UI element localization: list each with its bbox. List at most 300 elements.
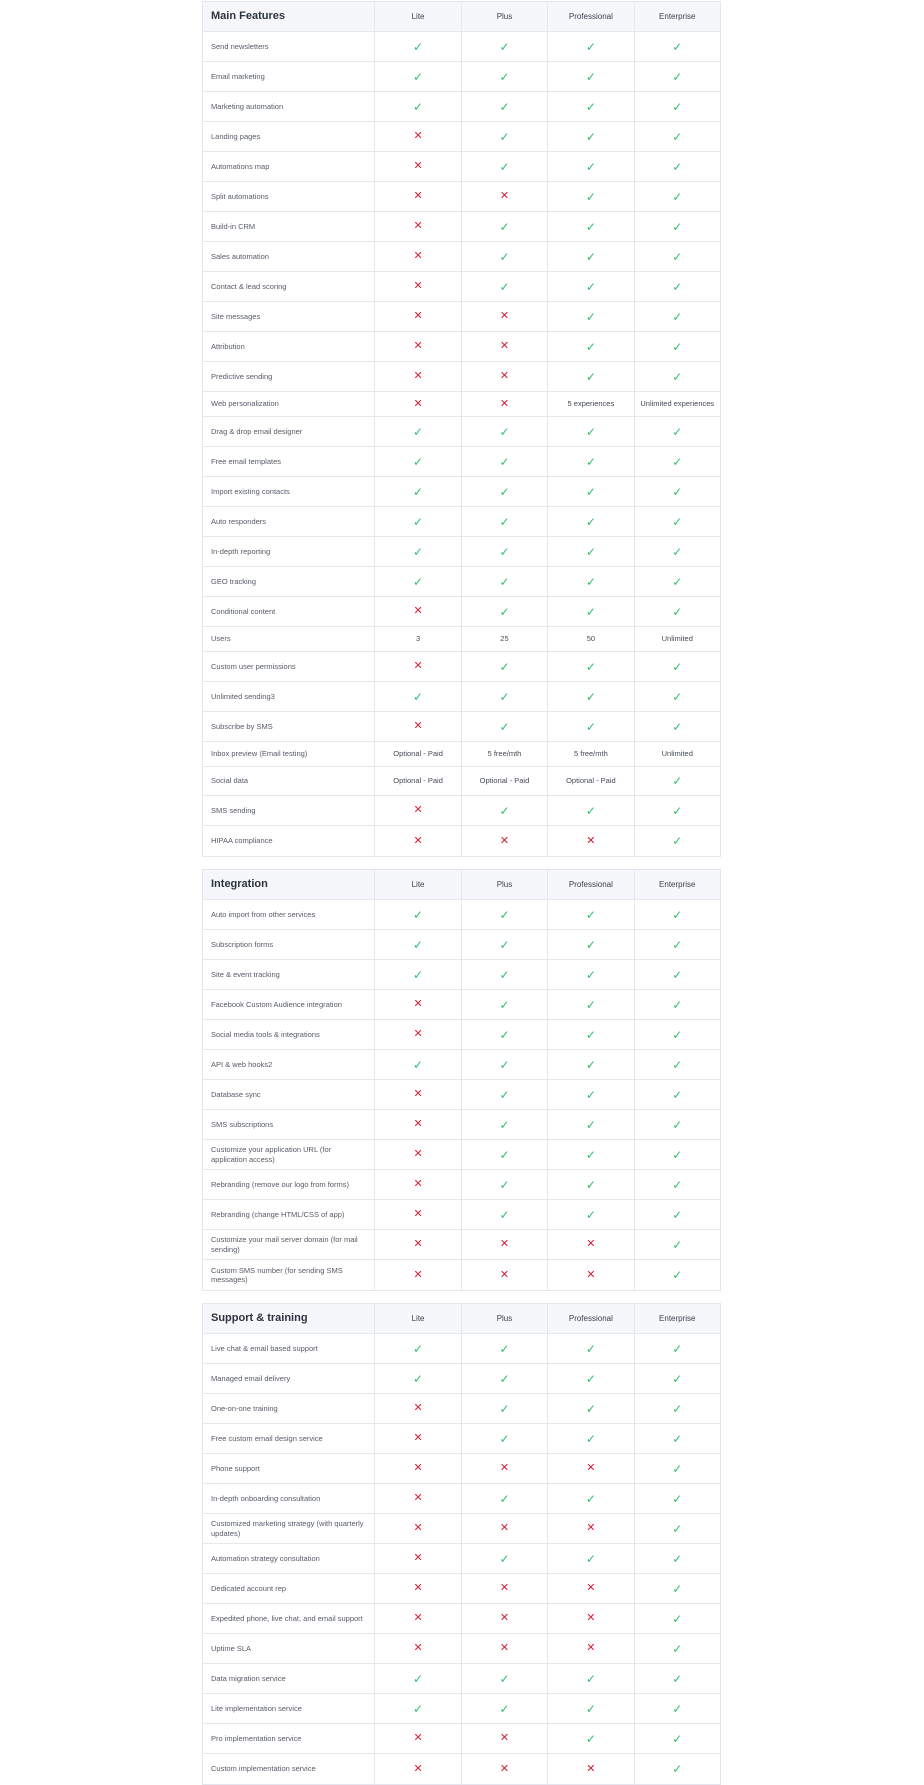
- plan-value-cell: [374, 302, 460, 331]
- check-icon: ✓: [672, 1147, 683, 1162]
- check-icon: ✓: [585, 1401, 596, 1416]
- check-icon: ✓: [585, 514, 596, 529]
- cross-icon: ✕: [413, 1148, 423, 1160]
- plan-value-cell: [634, 507, 720, 536]
- check-icon: ✓: [499, 689, 510, 704]
- feature-name: Web personalization: [211, 399, 279, 409]
- check-icon: ✓: [585, 1341, 596, 1356]
- cross-icon: ✕: [586, 1762, 596, 1775]
- plan-value-cell: [634, 32, 720, 61]
- cross-icon: ✕: [413, 834, 423, 847]
- table-row: [203, 1364, 720, 1394]
- check-icon: ✓: [672, 1431, 683, 1446]
- plan-value-cell: [461, 1724, 547, 1753]
- cross-icon: ✕: [413, 720, 423, 732]
- table-row: [203, 537, 720, 567]
- plan-value-cell: [374, 1200, 460, 1229]
- plan-value-cell: [374, 392, 460, 416]
- check-icon: ✓: [499, 514, 510, 529]
- plan-value-cell: [547, 92, 633, 121]
- plan-value-cell: [547, 32, 633, 61]
- feature-name: Custom SMS number (for sending SMS messages): [211, 1265, 343, 1284]
- check-icon: ✓: [499, 484, 510, 499]
- cross-icon: ✕: [586, 1462, 596, 1474]
- plan-value-cell: [547, 960, 633, 989]
- check-icon: ✓: [672, 544, 683, 559]
- plan-value-cell: [461, 507, 547, 536]
- check-icon: ✓: [585, 69, 596, 84]
- cross-icon: ✕: [499, 1762, 510, 1775]
- cross-icon: ✕: [413, 1552, 423, 1564]
- check-icon: ✓: [672, 1177, 683, 1192]
- feature-name: Drag & drop email designer: [211, 426, 303, 436]
- plan-value-cell: [374, 272, 460, 301]
- plan-value-cell: [461, 990, 547, 1019]
- check-icon: ✓: [672, 1401, 683, 1416]
- plan-value-cell: [547, 1454, 633, 1483]
- plan-value-cell: [547, 990, 633, 1019]
- plan-value-cell: [374, 447, 460, 476]
- table-row: [203, 242, 720, 272]
- plan-value-cell: [461, 1364, 547, 1393]
- cross-icon: ✕: [413, 1088, 423, 1100]
- check-icon: ✓: [672, 1237, 683, 1252]
- check-icon: ✓: [499, 69, 510, 84]
- table-row: [203, 1230, 720, 1260]
- plan-value-cell: [374, 1664, 460, 1693]
- check-icon: ✓: [672, 424, 683, 439]
- feature-name: Import existing contacts: [211, 486, 290, 496]
- check-icon: ✓: [585, 907, 596, 922]
- plan-value-cell: [461, 1110, 547, 1139]
- cross-icon: ✕: [413, 130, 423, 142]
- plan-value-cell: [461, 1260, 547, 1290]
- table-row: [203, 1200, 720, 1230]
- check-icon: ✓: [585, 604, 596, 619]
- table-row: [203, 597, 720, 627]
- check-icon: ✓: [585, 574, 596, 589]
- plan-value-cell: [634, 1394, 720, 1423]
- plan-value-cell: [634, 1574, 720, 1603]
- table-row: [203, 302, 720, 332]
- plan-value-cell: [634, 152, 720, 181]
- check-icon: ✓: [499, 1671, 510, 1686]
- plan-value-cell: [634, 212, 720, 241]
- plan-value-cell: [634, 1514, 720, 1543]
- plan-header-enterprise: Enterprise: [634, 870, 720, 899]
- cross-icon: ✕: [413, 1268, 423, 1281]
- plan-value-cell: [374, 1394, 460, 1423]
- plan-value-cell: [547, 302, 633, 331]
- check-icon: ✓: [585, 39, 596, 54]
- plan-value-cell: [634, 990, 720, 1019]
- cross-icon: ✕: [499, 834, 510, 847]
- plan-value-cell: [547, 1634, 633, 1663]
- feature-name: Build-in CRM: [211, 221, 256, 231]
- check-icon: ✓: [585, 369, 596, 384]
- check-icon: ✓: [672, 484, 683, 499]
- check-icon: ✓: [672, 937, 683, 952]
- plan-value-cell: [374, 1694, 460, 1723]
- cross-icon: ✕: [413, 340, 423, 352]
- plan-value-cell: [634, 1170, 720, 1199]
- feature-name: Send newsletters: [211, 41, 269, 51]
- feature-name: Dedicated account rep: [211, 1583, 287, 1593]
- plan-value-cell: [374, 212, 460, 241]
- feature-name: Free email templates: [211, 456, 282, 466]
- check-icon: ✓: [585, 189, 596, 204]
- table-row: [203, 1754, 720, 1784]
- plan-value-cell: [634, 1454, 720, 1483]
- plan-value-cell: [461, 960, 547, 989]
- plan-value-cell: [374, 960, 460, 989]
- plan-value-cell: [461, 1454, 547, 1483]
- check-icon: ✓: [585, 129, 596, 144]
- feature-name: Automation strategy consultation: [211, 1553, 320, 1563]
- plan-value-cell: [461, 1080, 547, 1109]
- table-row: [203, 930, 720, 960]
- plan-value-cell: [374, 1574, 460, 1603]
- check-icon: ✓: [499, 1147, 510, 1162]
- table-row: [203, 362, 720, 392]
- plan-value-cell: [374, 1140, 460, 1169]
- table-row: [203, 742, 720, 767]
- cross-icon: ✕: [499, 397, 510, 410]
- table-row: [203, 652, 720, 682]
- check-icon: ✓: [672, 514, 683, 529]
- plan-value-cell: [374, 332, 460, 361]
- plan-value-cell: [634, 900, 720, 929]
- plan-value-cell: [374, 990, 460, 1019]
- check-icon: ✓: [672, 1371, 683, 1386]
- check-icon: ✓: [499, 1207, 510, 1222]
- plan-value-cell: [634, 1484, 720, 1513]
- plan-value-cell: [461, 332, 547, 361]
- cross-icon: ✕: [499, 1642, 510, 1654]
- check-icon: ✓: [413, 1671, 424, 1686]
- plan-value-cell: [374, 1514, 460, 1543]
- plan-value-cell: [547, 1484, 633, 1513]
- check-icon: ✓: [499, 1027, 510, 1042]
- cross-icon: ✕: [413, 1238, 423, 1250]
- check-icon: ✓: [499, 659, 510, 674]
- table-row: [203, 122, 720, 152]
- plan-value-cell: [461, 1424, 547, 1453]
- feature-name: Subscribe by SMS: [211, 721, 273, 731]
- feature-name: Predictive sending: [211, 371, 273, 381]
- plan-value-cell: [374, 712, 460, 741]
- plan-value-cell: [634, 417, 720, 446]
- plan-value-cell: [461, 1394, 547, 1423]
- check-icon: ✓: [672, 1268, 683, 1282]
- table-row: [203, 32, 720, 62]
- plan-value-cell: [461, 1230, 547, 1259]
- plan-header-plus: Plus: [461, 2, 547, 31]
- check-icon: ✓: [585, 99, 596, 114]
- check-icon: ✓: [413, 454, 424, 469]
- check-icon: ✓: [413, 967, 424, 982]
- check-icon: ✓: [585, 1731, 596, 1746]
- check-icon: ✓: [585, 484, 596, 499]
- check-icon: ✓: [499, 1401, 510, 1416]
- feature-name: SMS sending: [211, 805, 256, 815]
- plan-value-cell: [461, 392, 547, 416]
- plan-value-cell: [634, 1140, 720, 1169]
- check-icon: ✓: [585, 249, 596, 264]
- cross-icon: ✕: [499, 1462, 510, 1474]
- table-row: [203, 567, 720, 597]
- table-row: [203, 1080, 720, 1110]
- plan-value-cell: [374, 152, 460, 181]
- check-icon: ✓: [585, 1701, 596, 1716]
- table-row: [203, 1634, 720, 1664]
- plan-value-cell: [634, 1334, 720, 1363]
- plan-value-cell: [374, 1454, 460, 1483]
- feature-name: Site & event tracking: [211, 969, 280, 979]
- plan-value-cell: [547, 652, 633, 681]
- plan-value-cell: [634, 122, 720, 151]
- plan-header-lite: Lite: [374, 870, 460, 899]
- plan-value-cell: [461, 122, 547, 151]
- feature-name: HIPAA compliance: [211, 836, 273, 846]
- plan-value-cell: [461, 152, 547, 181]
- plan-value-cell: [461, 712, 547, 741]
- table-row: [203, 1694, 720, 1724]
- plan-value-cell: [634, 1364, 720, 1393]
- plan-value-cell: [461, 1604, 547, 1633]
- plan-value-cell: [634, 1110, 720, 1139]
- feature-name: Rebranding (remove our logo from forms): [211, 1179, 349, 1189]
- plan-value-cell: [547, 1664, 633, 1693]
- plan-value-cell: [374, 537, 460, 566]
- plan-value-cell: [634, 447, 720, 476]
- plan-value-cell: [374, 242, 460, 271]
- plan-value-cell: [374, 1260, 460, 1290]
- plan-value-cell: [461, 362, 547, 391]
- check-icon: ✓: [585, 659, 596, 674]
- plan-value-cell: [547, 332, 633, 361]
- plan-value-cell: [374, 1080, 460, 1109]
- check-icon: ✓: [672, 1341, 683, 1356]
- cross-icon: ✕: [413, 660, 423, 672]
- plan-value-cell: [547, 1020, 633, 1049]
- check-icon: ✓: [585, 219, 596, 234]
- plan-value-cell: [461, 182, 547, 211]
- check-icon: ✓: [413, 484, 424, 499]
- plan-value-cell: [547, 712, 633, 741]
- check-icon: ✓: [672, 1057, 683, 1072]
- plan-value-cell: [547, 1514, 633, 1543]
- plan-value-cell: [547, 826, 633, 856]
- plan-value-cell: [634, 1634, 720, 1663]
- check-icon: ✓: [499, 1371, 510, 1386]
- check-icon: ✓: [672, 1671, 683, 1686]
- check-icon: ✓: [672, 99, 683, 114]
- plan-value-cell: [461, 212, 547, 241]
- plan-value-cell: [547, 242, 633, 271]
- plan-value-cell: [374, 1364, 460, 1393]
- cross-icon: ✕: [499, 1268, 510, 1281]
- plan-value-cell: [547, 1080, 633, 1109]
- table-row: [203, 477, 720, 507]
- table-row: [203, 1514, 720, 1544]
- plan-value-cell: [374, 682, 460, 711]
- check-icon: ✓: [585, 544, 596, 559]
- table-row: [203, 1604, 720, 1634]
- feature-name: Split automations: [211, 191, 269, 201]
- plan-value-text: 5 experiences: [547, 392, 633, 416]
- check-icon: ✓: [499, 129, 510, 144]
- plan-value-cell: [547, 417, 633, 446]
- table-row: [203, 1260, 720, 1290]
- plan-value-cell: [461, 272, 547, 301]
- plan-value-cell: [634, 1260, 720, 1290]
- feature-name: Unlimited sending3: [211, 691, 275, 701]
- check-icon: ✓: [413, 1057, 424, 1072]
- plan-value-cell: [374, 182, 460, 211]
- plan-value-cell: [634, 652, 720, 681]
- check-icon: ✓: [672, 39, 683, 54]
- feature-name: Users: [211, 634, 231, 644]
- plan-value-cell: [374, 1754, 460, 1784]
- plan-value-cell: [374, 930, 460, 959]
- plan-value-cell: [634, 826, 720, 856]
- check-icon: ✓: [499, 1057, 510, 1072]
- check-icon: ✓: [499, 937, 510, 952]
- plan-value-cell: [461, 1200, 547, 1229]
- plan-value-text: Optional - Paid: [461, 767, 547, 795]
- plan-value-cell: [634, 92, 720, 121]
- plan-value-cell: [634, 242, 720, 271]
- plan-header-professional: Professional: [547, 2, 633, 31]
- table-row: [203, 212, 720, 242]
- check-icon: ✓: [672, 997, 683, 1012]
- check-icon: ✓: [585, 454, 596, 469]
- check-icon: ✓: [672, 1641, 683, 1656]
- check-icon: ✓: [672, 1731, 683, 1746]
- plan-value-cell: [374, 477, 460, 506]
- section-title: Main Features: [211, 9, 285, 22]
- cross-icon: ✕: [499, 1582, 510, 1594]
- check-icon: ✓: [499, 907, 510, 922]
- plan-value-cell: [634, 767, 720, 795]
- plan-value-cell: [374, 796, 460, 825]
- check-icon: ✓: [672, 189, 683, 204]
- table-row: [203, 826, 720, 856]
- check-icon: ✓: [585, 339, 596, 354]
- check-icon: ✓: [672, 279, 683, 294]
- plan-header-lite: Lite: [374, 1304, 460, 1333]
- table-header-row: [203, 870, 720, 900]
- plan-value-cell: [547, 62, 633, 91]
- cross-icon: ✕: [413, 1582, 423, 1594]
- plan-value-cell: [547, 272, 633, 301]
- plan-value-cell: [634, 182, 720, 211]
- check-icon: ✓: [499, 1551, 510, 1566]
- section-title: Integration: [211, 877, 268, 890]
- plan-value-cell: [634, 1604, 720, 1633]
- plan-value-cell: [374, 597, 460, 626]
- feature-name: Sales automation: [211, 251, 269, 261]
- feature-name: Marketing automation: [211, 101, 284, 111]
- feature-name: Phone support: [211, 1463, 260, 1473]
- check-icon: ✓: [585, 1371, 596, 1386]
- cross-icon: ✕: [413, 605, 423, 617]
- plan-value-cell: [634, 1694, 720, 1723]
- plan-value-cell: [634, 1424, 720, 1453]
- check-icon: ✓: [672, 1207, 683, 1222]
- plan-value-cell: [634, 62, 720, 91]
- plan-value-text: 5 free/mth: [461, 742, 547, 766]
- table-row: [203, 1574, 720, 1604]
- feature-name: Conditional content: [211, 606, 276, 616]
- plan-value-cell: [634, 960, 720, 989]
- plan-value-cell: [461, 597, 547, 626]
- cross-icon: ✕: [413, 1522, 423, 1534]
- plan-value-cell: [374, 567, 460, 596]
- check-icon: ✓: [585, 997, 596, 1012]
- check-icon: ✓: [499, 544, 510, 559]
- check-icon: ✓: [585, 1671, 596, 1686]
- plan-header-plus: Plus: [461, 870, 547, 899]
- plan-value-cell: [634, 1754, 720, 1784]
- plan-value-cell: [634, 1050, 720, 1079]
- check-icon: ✓: [413, 689, 424, 704]
- plan-value-cell: [461, 1694, 547, 1723]
- cross-icon: ✕: [413, 1118, 423, 1130]
- plan-value-cell: [461, 1574, 547, 1603]
- plan-value-cell: [374, 507, 460, 536]
- plan-value-cell: [461, 900, 547, 929]
- plan-value-text: Optional - Paid: [547, 767, 633, 795]
- plan-value-cell: [461, 1334, 547, 1363]
- check-icon: ✓: [585, 1431, 596, 1446]
- plan-value-cell: [461, 682, 547, 711]
- check-icon: ✓: [672, 1027, 683, 1042]
- feature-name: Expedited phone, live chat, and email support: [211, 1613, 363, 1623]
- cross-icon: ✕: [413, 220, 423, 232]
- plan-value-text: 25: [461, 627, 547, 651]
- cross-icon: ✕: [413, 280, 423, 292]
- plan-value-cell: [461, 92, 547, 121]
- table-row: [203, 332, 720, 362]
- check-icon: ✓: [672, 69, 683, 84]
- plan-value-cell: [634, 1230, 720, 1259]
- cross-icon: ✕: [413, 1612, 423, 1624]
- plan-value-cell: [547, 597, 633, 626]
- plan-value-cell: [374, 1230, 460, 1259]
- plan-value-cell: [374, 826, 460, 856]
- table-row: [203, 62, 720, 92]
- plan-value-cell: [634, 1724, 720, 1753]
- plan-value-cell: [461, 417, 547, 446]
- plan-value-cell: [634, 712, 720, 741]
- plan-value-cell: [461, 1544, 547, 1573]
- check-icon: ✓: [585, 689, 596, 704]
- plan-value-cell: [374, 652, 460, 681]
- feature-name: Contact & lead scoring: [211, 281, 287, 291]
- table-row: [203, 1394, 720, 1424]
- integration-table: [202, 869, 721, 1291]
- table-row: [203, 1140, 720, 1170]
- table-row: [203, 627, 720, 652]
- check-icon: ✓: [672, 1117, 683, 1132]
- check-icon: ✓: [499, 803, 510, 818]
- check-icon: ✓: [585, 967, 596, 982]
- plan-value-cell: [461, 652, 547, 681]
- plan-value-cell: [547, 212, 633, 241]
- table-row: [203, 712, 720, 742]
